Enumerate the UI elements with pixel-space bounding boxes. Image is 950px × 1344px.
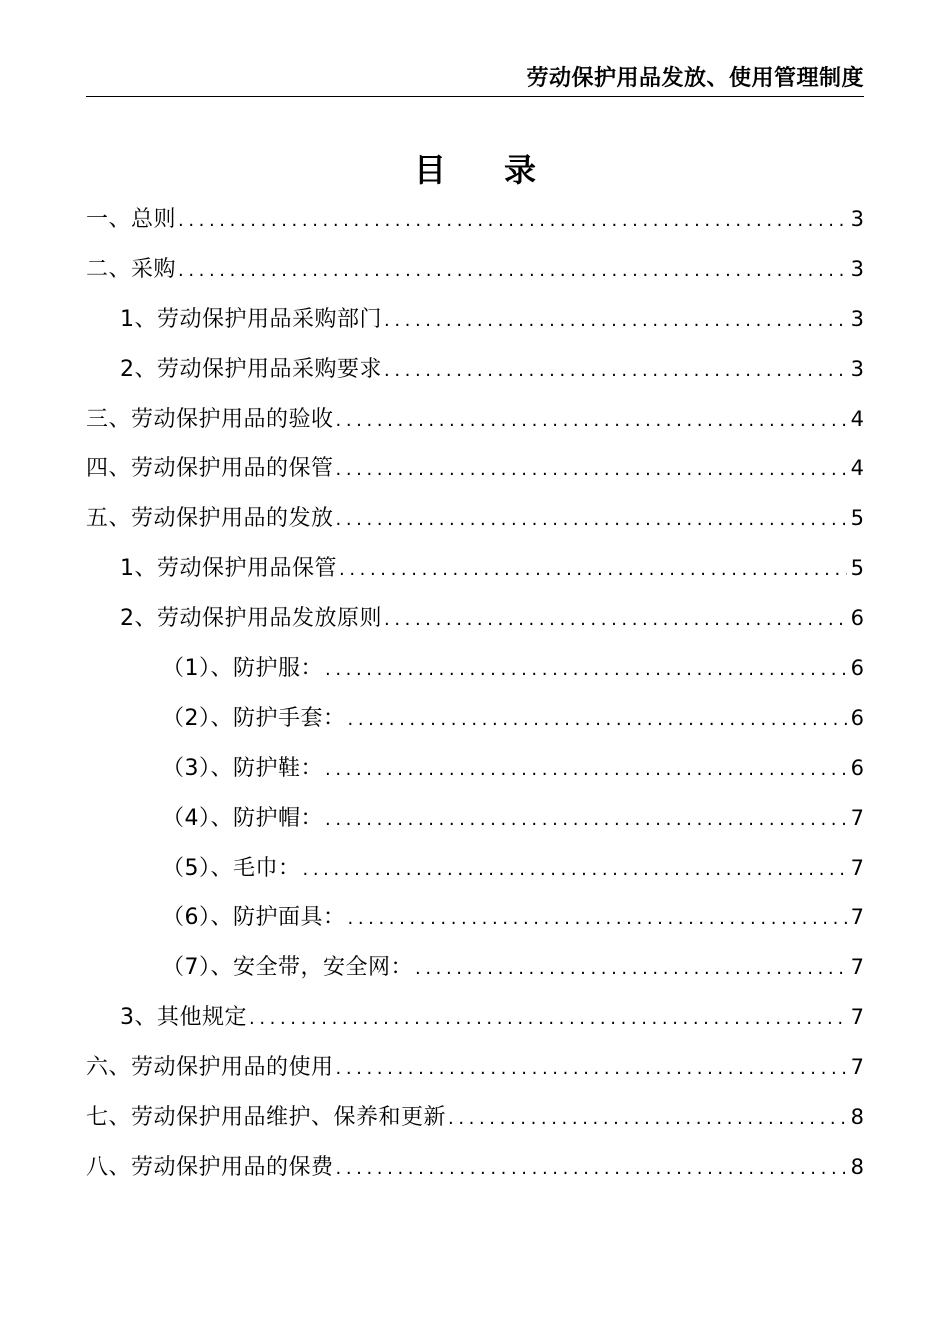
toc-entry-page: 7 [850,955,864,980]
dot-leader [336,1144,847,1194]
toc-entry-label: （5）、毛巾： [162,855,301,881]
toc-entry-page: 3 [850,207,864,231]
toc-entry[interactable] [86,794,864,844]
toc-entry-label: （2）、防护手套： [162,705,346,731]
toc-entry-label: （4）、防护帽： [162,805,323,831]
toc-entry-page: 8 [850,1105,864,1130]
toc-entry-label: 六、劳动保护用品的使用 [86,1055,334,1081]
toc-entry[interactable] [86,345,864,395]
toc-entry-label: （3）、防护鞋： [162,755,323,781]
dot-leader [384,346,847,396]
toc-entry[interactable] [86,1143,864,1193]
dot-leader [384,296,847,346]
dot-leader [348,894,847,944]
toc-entry-label: （7）、安全带，安全网： [162,955,413,981]
toc-entry-page: 5 [850,506,864,531]
toc-entry-page: 7 [850,805,864,830]
toc-entry-page: 6 [850,656,864,681]
toc-entry-page: 3 [850,256,864,281]
toc-entry-page: 8 [850,1154,864,1179]
toc-entry-label: 四、劳动保护用品的保管 [86,456,334,482]
toc-entry-label: （6）、防护面具： [162,905,346,931]
toc-entry-label: 3、其他规定 [120,1005,247,1031]
toc-entry-label: 1、劳动保护用品采购部门 [120,306,382,332]
dot-leader [384,595,847,645]
toc-entry[interactable] [86,943,864,993]
toc-entry-page: 7 [850,855,864,880]
toc-entry[interactable] [86,195,864,245]
toc-entry-page: 7 [850,905,864,930]
toc-entry[interactable] [86,295,864,345]
toc-entry-label: 2、劳动保护用品发放原则 [120,606,382,632]
toc-entry[interactable] [86,395,864,445]
page-header [86,62,864,97]
toc-entry[interactable] [86,694,864,744]
toc-entry-label: 八、劳动保护用品的保费 [86,1154,334,1180]
dot-leader [325,645,847,695]
toc-entry[interactable] [86,1093,864,1143]
toc-entry-label: （1）、防护服： [162,656,323,682]
toc-entry-page: 4 [850,406,864,431]
toc-entry-page: 3 [850,306,864,331]
toc-entry[interactable] [86,993,864,1043]
dot-leader [336,1044,847,1094]
dot-leader [178,246,847,296]
toc-entry-label: 一、总则 [86,207,177,232]
dot-leader [336,445,847,495]
dot-leader [339,545,847,595]
dot-leader [448,1094,847,1144]
toc-entry[interactable] [86,893,864,943]
toc-title: 目录 [413,151,594,189]
toc-entry-label: 五、劳动保护用品的发放 [86,506,334,532]
toc-entry[interactable] [86,594,864,644]
dot-leader [325,795,847,845]
toc-entry-page: 3 [850,356,864,381]
toc-entry-label: 1、劳动保护用品保管 [120,556,337,582]
toc-entry[interactable] [86,644,864,694]
toc-entry[interactable] [86,1043,864,1093]
toc-entry-page: 4 [850,456,864,481]
toc-entry-label: 2、劳动保护用品采购要求 [120,356,382,382]
toc-entry[interactable] [86,544,864,594]
dot-leader [325,745,847,795]
toc-entry[interactable] [86,844,864,894]
dot-leader [415,944,847,994]
toc-entry[interactable] [86,245,864,295]
toc-entry-page: 6 [850,755,864,780]
document-title: 劳动保护用品发放、使用管理制度 [526,66,864,91]
dot-leader [178,196,847,246]
toc-entry-page: 7 [850,1005,864,1030]
toc-entry-page: 6 [850,705,864,730]
toc-entry[interactable] [86,494,864,544]
table-of-contents [86,195,864,1193]
toc-entry-page: 5 [850,556,864,581]
toc-entry[interactable] [86,444,864,494]
dot-leader [336,396,847,446]
toc-entry-label: 三、劳动保护用品的验收 [86,406,334,432]
toc-entry[interactable] [86,744,864,794]
dot-leader [348,695,847,745]
toc-entry-page: 7 [850,1055,864,1080]
toc-entry-page: 6 [850,606,864,631]
dot-leader [336,495,847,545]
dot-leader [249,994,847,1044]
toc-entry-label: 二、采购 [86,256,177,282]
toc-entry-label: 七、劳动保护用品维护、保养和更新 [86,1105,447,1131]
dot-leader [303,845,847,895]
